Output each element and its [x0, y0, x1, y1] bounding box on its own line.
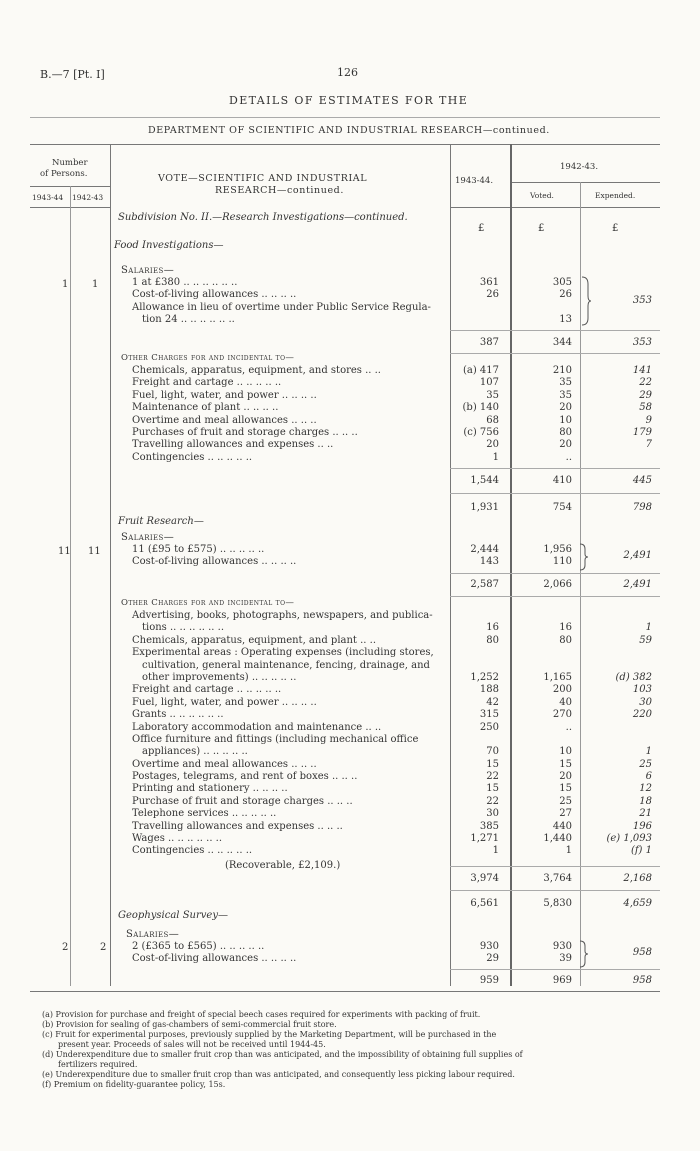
- fruit-other-expended: 1 59 (d) 382 103 30 220 1 25 6 12 18 21 196 (e) 1,093 (f) 1: [606, 622, 652, 857]
- food-other-label: Other Charges for and incidental to—: [121, 353, 295, 363]
- geo-persons-1942: 2: [100, 942, 107, 953]
- geo-heading: Geophysical Survey—: [118, 910, 228, 921]
- food-other-total-expended: 445: [632, 475, 652, 486]
- column-voted: Voted.: [530, 191, 554, 200]
- food-salaries-total-est: 387: [479, 337, 499, 348]
- fruit-other-total-expended: 2,168: [623, 873, 652, 884]
- vote-title-line1: VOTE—SCIENTIFIC AND INDUSTRIAL: [158, 173, 368, 184]
- food-heading: Food Investigations—: [114, 240, 224, 251]
- fruit-grand-total-est: 6,561: [470, 898, 499, 909]
- food-salaries-lines: 1 at £380 .. .. .. .. .. .. Cost-of-living allowances .. .. .. .. Allowance in lieu of overtime under Public Service Regula- tion 24 .. .. .. .. .. ..: [132, 277, 431, 326]
- department-heading: DEPARTMENT OF SCIENTIFIC AND INDUSTRIAL RESEARCH—continued.: [148, 125, 550, 136]
- food-salaries-total-voted: 344: [552, 337, 572, 348]
- fruit-heading: Fruit Research—: [118, 516, 204, 527]
- fruit-other-total-voted: 3,764: [543, 873, 572, 884]
- footnote-d: (d) Underexpenditure due to smaller fruit crop than was anticipated, and the impossibility of obtaining full supplies of: [42, 1050, 523, 1059]
- fruit-other-total-est: 3,974: [470, 873, 499, 884]
- food-persons-1942: 1: [92, 279, 99, 290]
- food-grand-total-est: 1,931: [470, 502, 499, 513]
- geo-salaries-total-est: 959: [479, 975, 499, 986]
- currency-1943: £: [478, 223, 485, 234]
- footnote-c-continued: present year. Proceeds of sales will not be received until 1944-45.: [58, 1040, 326, 1049]
- page-number: 126: [337, 66, 358, 79]
- food-grand-total-voted: 754: [552, 502, 572, 513]
- brace-icon: [578, 543, 590, 571]
- food-salaries-expended: 353: [632, 295, 652, 306]
- table-bottom-rule: [30, 991, 660, 992]
- footnote-b: (b) Provision for sealing of gas-chambers of semi-commercial fruit store.: [42, 1020, 337, 1029]
- geo-salaries-expended: 958: [632, 947, 652, 958]
- persons-header-line2: of Persons.: [40, 169, 88, 179]
- footnote-e: (e) Underexpenditure due to smaller fruit crop than was anticipated, and consequently less picking labour required.: [42, 1070, 515, 1079]
- food-other-expended: 141 22 29 58 9 179 7: [632, 365, 652, 451]
- geo-salaries-voted: 930 39: [552, 941, 572, 965]
- fruit-salaries-estimates: 2,444 143: [470, 544, 499, 568]
- geo-persons-1943: 2: [62, 942, 69, 953]
- subdivision-heading: Subdivision No. II.—Research Investigations—continued.: [118, 212, 408, 223]
- fruit-salaries-voted: 1,956 110: [543, 544, 572, 568]
- page-reference: B.—7 [Pt. I]: [40, 68, 105, 81]
- food-salaries-voted: 305 26 13: [552, 277, 572, 326]
- fruit-other-voted: 16 80 1,165 200 40 270 .. 10 15 20 15 25 27 440 1,440 1: [543, 622, 572, 857]
- column-expended: Expended.: [595, 191, 636, 200]
- food-other-total-voted: 410: [552, 475, 572, 486]
- food-other-voted: 210 35 35 20 10 80 20 ..: [552, 365, 572, 463]
- persons-year-1942: 1942-43: [72, 193, 104, 202]
- footnote-f: (f) Premium on fidelity-guarantee policy, 15s.: [42, 1080, 226, 1089]
- vote-title-line2: RESEARCH—continued.: [215, 185, 344, 196]
- food-salaries-estimates: 361 26: [479, 277, 499, 301]
- food-other-total-est: 1,544: [470, 475, 499, 486]
- food-other-lines: Chemicals, apparatus, equipment, and stores .. .. Freight and cartage .. .. .. .. .. Fuel, light, water, and power .. .. .. .. Maintenance of plant .. .. .. .. Overtime and meal allowances .. .. .. Purchases of fruit and storage charges .. .. .. Travelling allowances and expenses .. .. Contingencies .. .. .. .. ..: [132, 365, 381, 463]
- page-title: DETAILS OF ESTIMATES FOR THE: [229, 94, 469, 107]
- geo-salaries-lines: 2 (£365 to £565) .. .. .. .. .. Cost-of-living allowances .. .. .. ..: [132, 941, 297, 965]
- food-salaries-label: Salaries—: [121, 265, 175, 276]
- currency-voted: £: [538, 223, 545, 234]
- food-grand-total-expended: 798: [632, 502, 652, 513]
- food-other-estimates: (a) 417 107 35 (b) 140 68 (c) 756 20 1: [462, 365, 499, 463]
- footnote-a: (a) Provision for purchase and freight of special beech cases required for experiments with packing of fruit.: [42, 1010, 481, 1019]
- brace-icon: [578, 940, 590, 968]
- food-salaries-total-expended: 353: [632, 337, 652, 348]
- footnote-d-continued: fertilizers required.: [58, 1060, 138, 1069]
- persons-header-line1: Number: [52, 158, 88, 168]
- currency-expended: £: [612, 223, 619, 234]
- column-1943-44: 1943-44.: [455, 176, 494, 186]
- fruit-recoverable-note: (Recoverable, £2,109.): [225, 860, 341, 871]
- table-top-rule: [30, 144, 660, 145]
- geo-salaries-estimates: 930 29: [479, 941, 499, 965]
- fruit-salaries-lines: 11 (£95 to £575) .. .. .. .. .. Cost-of-living allowances .. .. .. ..: [132, 544, 297, 568]
- geo-salaries-label: Salaries—: [126, 929, 180, 940]
- fruit-other-label: Other Charges for and incidental to—: [121, 598, 295, 608]
- brace-icon: [580, 276, 592, 326]
- geo-salaries-total-voted: 969: [552, 975, 572, 986]
- food-persons-1943: 1: [62, 279, 69, 290]
- fruit-grand-total-voted: 5,830: [543, 898, 572, 909]
- fruit-salaries-total-voted: 2,066: [543, 579, 572, 590]
- column-1942-43: 1942-43.: [560, 162, 599, 172]
- header-rule: [30, 117, 660, 118]
- fruit-salaries-total-est: 2,587: [470, 579, 499, 590]
- footnote-c: (c) Fruit for experimental purposes, previously supplied by the Marketing Department, will be purchased in the: [42, 1030, 497, 1039]
- fruit-grand-total-expended: 4,659: [623, 898, 652, 909]
- fruit-salaries-label: Salaries—: [121, 532, 175, 543]
- fruit-other-estimates: 16 80 1,252 188 42 315 250 70 15 22 15 22 30 385 1,271 1: [470, 622, 499, 857]
- fruit-persons-1942: 11: [88, 546, 101, 557]
- geo-salaries-total-expended: 958: [632, 975, 652, 986]
- fruit-salaries-expended: 2,491: [623, 550, 652, 561]
- persons-year-1943: 1943-44: [32, 193, 64, 202]
- fruit-other-lines: Advertising, books, photographs, newspapers, and publica- tions .. .. .. .. .. .. Chemicals, apparatus, equipment, and plant .. .. Experimental areas : Operating expenses (including stores, cultivation, general maintenance, fencing, drainage, and other improvements) .. .. .. .. .. Freight and cartage .. .. .. .. .. Fuel, light, water, and power .. .. .. .. Grants .. .. .. .. .. .. Laboratory accommodation and maintenance .. .. Office furniture and fittings (including mechanical office appliances) .. .. .. .. .. Overtime and meal allowances .. .. .. Postages, telegrams, and rent of boxes .. .. .. Printing and stationery .. .. .. .. Purchase of fruit and storage charges .. .. .. Telephone services .. .. .. .. .. Travelling allowances and expenses .. .. .. Wages .. .. .. .. .. .. Contingencies .. .. .. .. ..: [132, 610, 434, 857]
- fruit-persons-1943: 11: [58, 546, 71, 557]
- fruit-salaries-total-expended: 2,491: [623, 579, 652, 590]
